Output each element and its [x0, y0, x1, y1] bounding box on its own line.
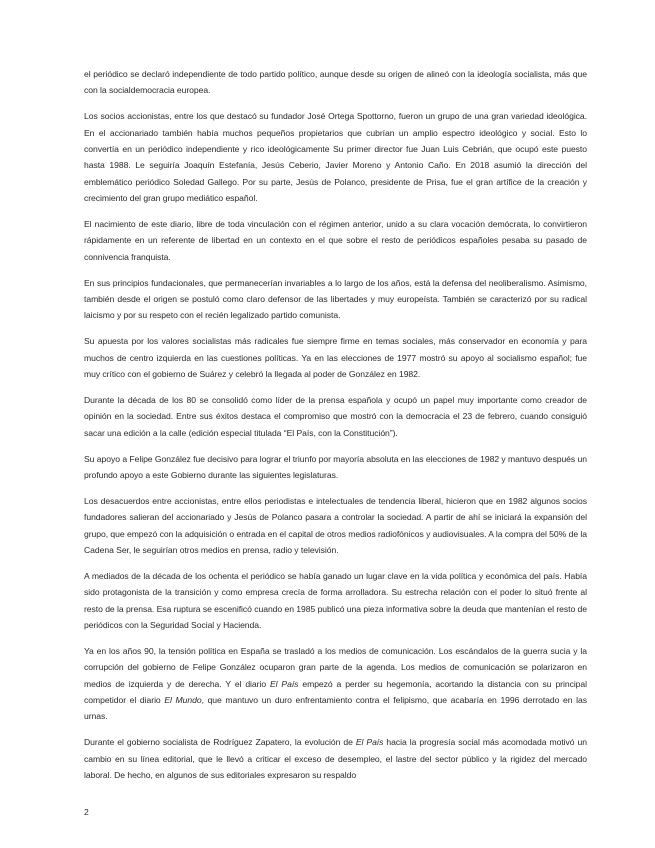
paragraph: [84, 451, 587, 484]
paragraph: [84, 568, 587, 633]
text-run: A mediados de la década de los ochenta el periódico se había ganado un lugar clave en la vida política y económica del país. Había sido protagonista de la transición y como empresa crecía de forma arrolladora. Su estrecha relación con el poder lo situó frente al resto de la prensa. Esa ruptura se escenificó cuando en 1985 publicó una pieza informativa sobre la deuda que mantenían el resto de periódicos con la Seguridad Social y Hacienda.: [84, 571, 587, 630]
paragraph: [84, 493, 587, 558]
body-text: [84, 66, 587, 793]
text-run: hacia la progresía social más acomodada motivó un cambio en su línea editorial, que le llevó a criticar el exceso de desempleo, el lastre del sector público y la rigidez del mercado laboral. De hecho, en algunos de sus editoriales expresaron su respaldo: [84, 737, 587, 780]
paragraph: [84, 392, 587, 441]
paragraph: [84, 643, 587, 724]
text-run: Su apoyo a Felipe González fue decisivo para lograr el triunfo por mayoría absoluta en las elecciones de 1982 y mantuvo después un profundo apoyo a este Gobierno durante las siguientes legislaturas.: [84, 453, 587, 481]
paragraph: [84, 66, 587, 99]
paragraph: [84, 333, 587, 382]
text-run: El nacimiento de este diario, libre de toda vinculación con el régimen anterior, unido a su clara vocación demócrata, lo convirtieron rápidamente en un referente de libertad en un contexto en el que sobre el resto de periódicos españoles pesaba su pasado de connivencia franquista.: [84, 218, 587, 262]
text-run: En sus principios fundacionales, que permanecerían invariables a lo largo de los años, está la defensa del neoliberalismo. Asimismo, también desde el origen se postuló como claro defensor de las libertades y muy europeísta. También se caracterizó por su radical laicismo y por su respeto con el recién legalizado partido comunista.: [84, 277, 587, 321]
paragraph: [84, 108, 587, 206]
text-run: , que mantuvo un duro enfrentamiento contra el felipismo, que acabaría en 1996 derrotado en las urnas.: [84, 694, 587, 722]
paragraph: [84, 734, 587, 783]
italic-text: El País: [269, 678, 299, 689]
text-run: Los socios accionistas, entre los que destacó su fundador José Ortega Spottorno, fueron un grupo de una gran variedad ideológica. En el accionariado también había muchos pequeños propietarios que cubrían un amplio espectro ideológico y social. Esto lo convertía en un periódico independiente y rico ideológicamente Su primer director fue Juan Luis Cebrián, que ocupó este puesto hasta 1988. Le seguiría Joaquín Estefanía, Jesús Ceberio, Javier Moreno y Antonio Caño. En 2018 asumió la dirección del emblemático periódico Soledad Gallego. Por su parte, Jesús de Polanco, presidente de Prisa, fue el gran artífice de la creación y crecimiento del gran grupo mediático español.: [84, 111, 587, 203]
text-run: empezó a perder su hegemonía, acortando la distancia con su principal competidor el diario: [84, 678, 587, 705]
text-run: Durante el gobierno socialista de Rodríguez Zapatero, la evolución de: [84, 737, 356, 748]
italic-text: El Mundo: [164, 694, 202, 705]
text-run: Durante la década de los 80 se consolidó como líder de la prensa española y ocupó un papel muy importante como creador de opinión en la sociedad. Entre sus éxitos destaca el compromiso que mostró con la democracia el 23 de febrero, cuando consiguió sacar una edición a la calle (edición especial titulada “El País, con la Constitución”).: [84, 395, 587, 438]
text-run: Ya en los años 90, la tensión política en España se trasladó a los medios de comunicación. Los escándalos de la guerra sucia y la corrupción del gobierno de Felipe González ocuparon gran parte de la agenda. Los medios de comunicación se polarizaron en medios de izquierda y de derecha. Y el diario: [84, 646, 587, 689]
text-run: Su apuesta por los valores socialistas más radicales fue siempre firme en temas sociales, más conservador en economía y para muchos de centro izquierda en las cuestiones políticas. Ya en las elecciones de 1977 mostró su apoyo al socialismo español; fue muy crítico con el gobierno de Suárez y celebró la llegada al poder de González en 1982.: [84, 336, 587, 379]
paragraph: [84, 216, 587, 265]
text-run: Los desacuerdos entre accionistas, entre ellos periodistas e intelectuales de tendencia liberal, hicieron que en 1982 algunos socios fundadores salieran del accionariado y Jesús de Polanco pasara a controlar la sociedad. A partir de ahí se iniciará la expansión del grupo, que empezó con la adquisición o entrada en el capital de otros medios radiofónicos y audiovisuales. A la compra del 50% de la Cadena Ser, le seguirían otros medios en prensa, radio y televisión.: [84, 496, 587, 555]
italic-text: El País: [355, 737, 384, 748]
paragraph: [84, 275, 587, 324]
page-number: 2: [84, 807, 89, 817]
text-run: el periódico se declaró independiente de todo partido político, aunque desde su origen de alineó con la ideología socialista, más que con la socialdemocracia europea.: [84, 69, 587, 96]
